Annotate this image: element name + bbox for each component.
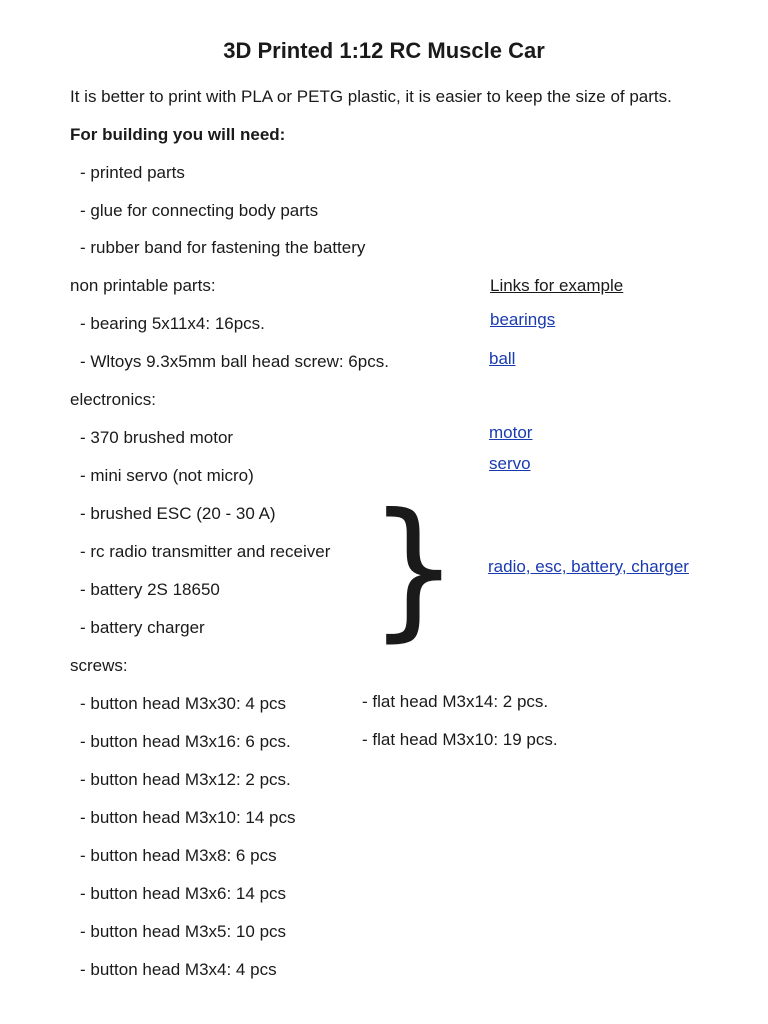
- non-printable-item: - bearing 5x11x4: 16pcs.: [80, 314, 265, 333]
- links-heading: Links for example: [490, 276, 624, 295]
- electronics-item: - rc radio transmitter and receiver: [80, 542, 331, 561]
- non-printable-item: - Wltoys 9.3x5mm ball head screw: 6pcs.: [80, 352, 389, 371]
- ball-link[interactable]: ball: [489, 349, 516, 368]
- screw-item: - button head M3x16: 6 pcs.: [80, 732, 291, 751]
- need-item: - glue for connecting body parts: [80, 201, 319, 220]
- screw-item: - button head M3x8: 6 pcs: [80, 846, 277, 865]
- curly-brace: }: [368, 482, 460, 656]
- screws-heading: screws:: [70, 656, 128, 675]
- radio-bundle-link[interactable]: radio, esc, battery, charger: [488, 557, 689, 576]
- non-printable-heading: non printable parts:: [70, 276, 216, 295]
- screw-item-flat: - flat head M3x14: 2 pcs.: [362, 692, 549, 711]
- screw-item: - button head M3x5: 10 pcs: [80, 922, 287, 941]
- electronics-item: - 370 brushed motor: [80, 428, 234, 447]
- screw-item-flat: - flat head M3x10: 19 pcs.: [362, 730, 558, 749]
- motor-link[interactable]: motor: [489, 423, 533, 442]
- electronics-item: - battery 2S 18650: [80, 580, 220, 599]
- intro-text: It is better to print with PLA or PETG plastic, it is easier to keep the size of parts.: [70, 87, 672, 106]
- need-item: - rubber band for fastening the battery: [80, 238, 366, 257]
- page-title: 3D Printed 1:12 RC Muscle Car: [223, 38, 545, 63]
- need-item: - printed parts: [80, 163, 185, 182]
- screw-item: - button head M3x10: 14 pcs: [80, 808, 296, 827]
- electronics-heading: electronics:: [70, 390, 156, 409]
- screw-item: - button head M3x6: 14 pcs: [80, 884, 287, 903]
- bearings-link[interactable]: bearings: [490, 310, 556, 329]
- servo-link[interactable]: servo: [489, 454, 531, 473]
- electronics-item: - mini servo (not micro): [80, 466, 254, 485]
- electronics-item: - brushed ESC (20 - 30 A): [80, 504, 276, 523]
- need-heading: For building you will need:: [70, 125, 286, 144]
- screw-item: - button head M3x4: 4 pcs: [80, 960, 277, 979]
- screw-item: - button head M3x12: 2 pcs.: [80, 770, 291, 789]
- screw-item: - button head M3x30: 4 pcs: [80, 694, 287, 713]
- electronics-item: - battery charger: [80, 618, 205, 637]
